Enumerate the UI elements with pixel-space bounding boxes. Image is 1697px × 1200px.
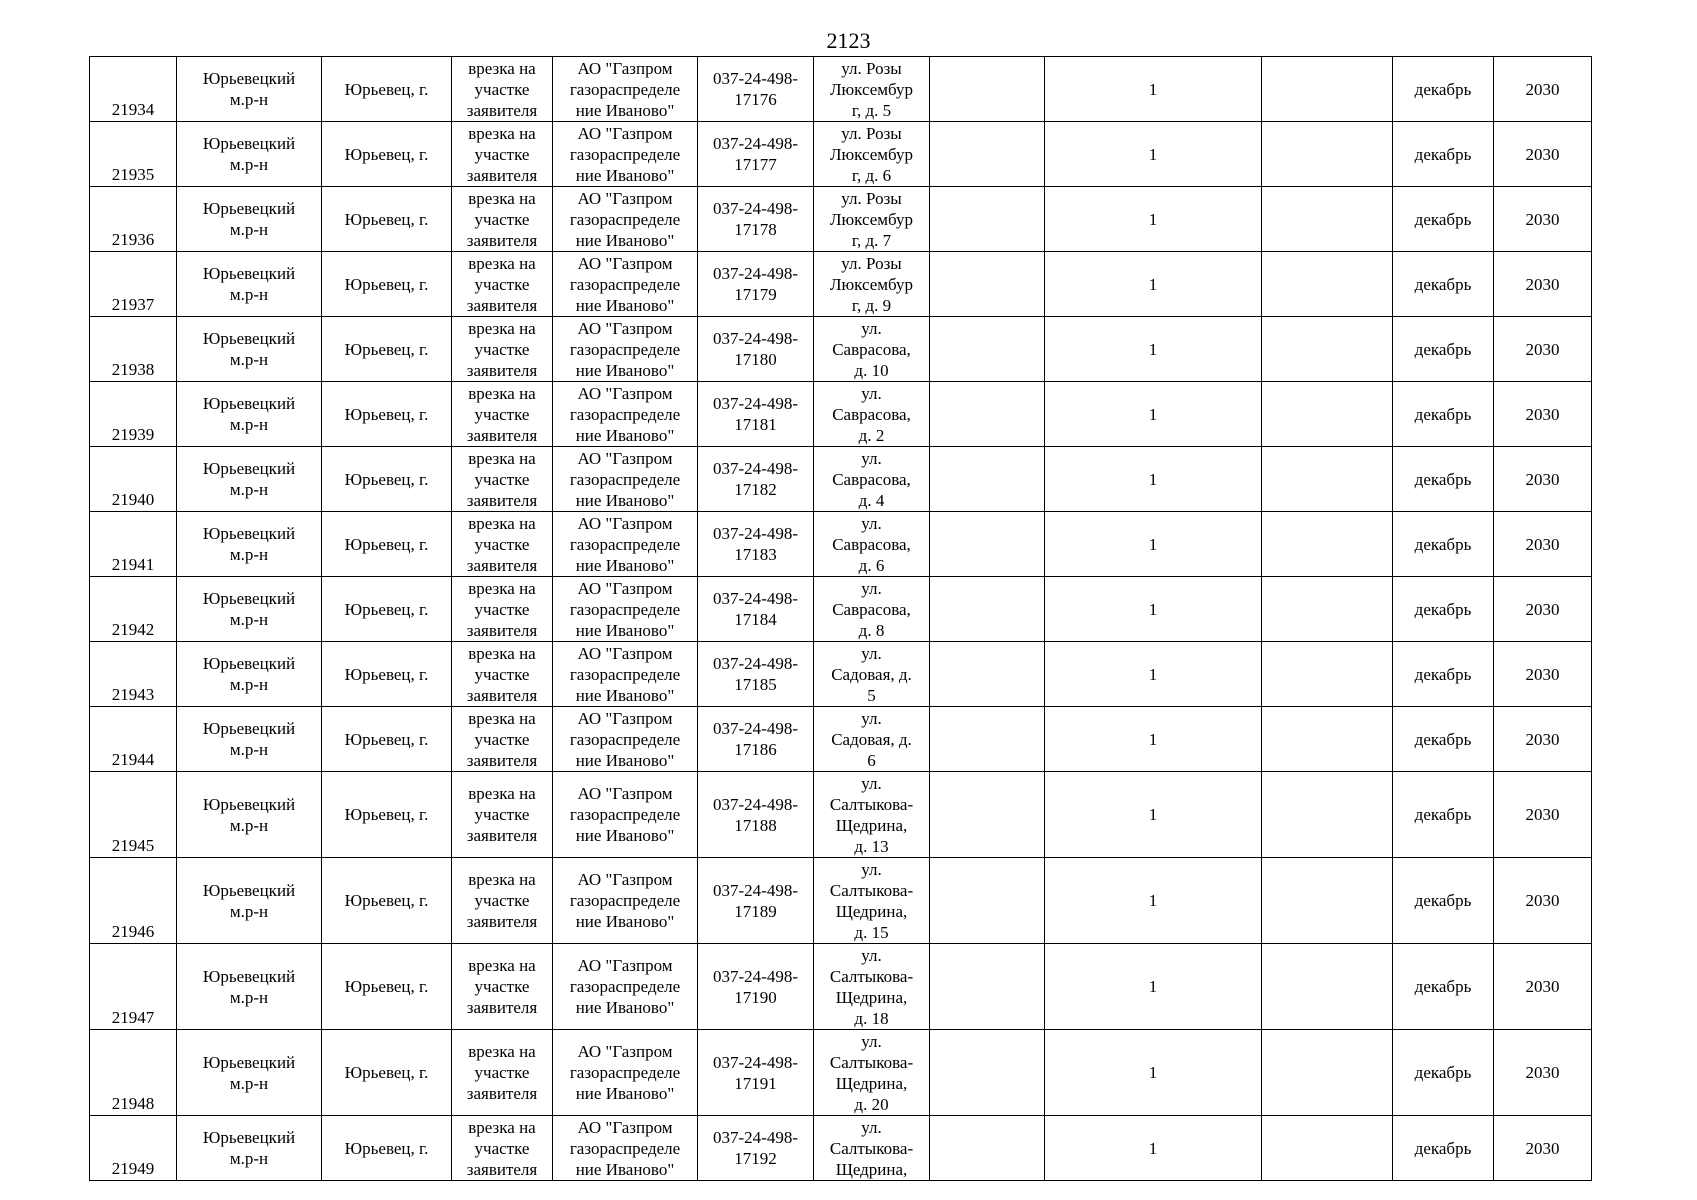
cell-object-code: 037-24-498- 17178 [698,187,814,252]
cell-locality: Юрьевец, г. [322,577,452,642]
cell-month: декабрь [1393,577,1494,642]
cell-empty-2 [1262,122,1393,187]
cell-number: 21940 [90,447,177,512]
cell-number: 21936 [90,187,177,252]
cell-address: ул. Саврасова, д. 4 [814,447,930,512]
cell-empty-2 [1262,512,1393,577]
cell-empty-2 [1262,642,1393,707]
cell-empty-1 [930,772,1045,858]
cell-locality: Юрьевец, г. [322,1030,452,1116]
table-row [90,512,1592,577]
cell-district: Юрьевецкий м.р-н [177,858,322,944]
cell-month: декабрь [1393,512,1494,577]
cell-year: 2030 [1494,382,1592,447]
cell-organization: АО "Газпром газораспределе ние Иваново" [553,1116,698,1181]
table-row [90,944,1592,1030]
cell-object-code: 037-24-498- 17192 [698,1116,814,1181]
table-row [90,1116,1592,1181]
cell-quantity: 1 [1045,317,1262,382]
cell-empty-1 [930,187,1045,252]
cell-number: 21948 [90,1030,177,1116]
cell-empty-2 [1262,858,1393,944]
cell-empty-1 [930,707,1045,772]
cell-address: ул. Розы Люксембур г, д. 5 [814,57,930,122]
cell-year: 2030 [1494,447,1592,512]
cell-district: Юрьевецкий м.р-н [177,944,322,1030]
cell-object-code: 037-24-498- 17180 [698,317,814,382]
cell-month: декабрь [1393,1030,1494,1116]
cell-locality: Юрьевец, г. [322,707,452,772]
cell-object-code: 037-24-498- 17179 [698,252,814,317]
cell-object-code: 037-24-498- 17189 [698,858,814,944]
cell-number: 21947 [90,944,177,1030]
cell-quantity: 1 [1045,707,1262,772]
cell-empty-2 [1262,317,1393,382]
table-row [90,642,1592,707]
cell-number: 21939 [90,382,177,447]
cell-work-type: врезка на участке заявителя [452,642,553,707]
cell-quantity: 1 [1045,1030,1262,1116]
cell-number: 21945 [90,772,177,858]
cell-empty-2 [1262,1030,1393,1116]
cell-object-code: 037-24-498- 17191 [698,1030,814,1116]
cell-month: декабрь [1393,187,1494,252]
cell-month: декабрь [1393,57,1494,122]
cell-work-type: врезка на участке заявителя [452,252,553,317]
cell-address: ул. Салтыкова- Щедрина, д. 18 [814,944,930,1030]
cell-number: 21949 [90,1116,177,1181]
cell-empty-1 [930,57,1045,122]
cell-year: 2030 [1494,944,1592,1030]
cell-year: 2030 [1494,512,1592,577]
cell-number: 21937 [90,252,177,317]
cell-month: декабрь [1393,317,1494,382]
cell-empty-2 [1262,252,1393,317]
page-number: 2123 [826,28,871,53]
cell-month: декабрь [1393,382,1494,447]
cell-month: декабрь [1393,642,1494,707]
cell-work-type: врезка на участке заявителя [452,382,553,447]
cell-district: Юрьевецкий м.р-н [177,447,322,512]
cell-organization: АО "Газпром газораспределе ние Иваново" [553,252,698,317]
cell-quantity: 1 [1045,187,1262,252]
cell-number: 21946 [90,858,177,944]
cell-locality: Юрьевец, г. [322,382,452,447]
cell-empty-1 [930,944,1045,1030]
cell-address: ул. Розы Люксембур г, д. 7 [814,187,930,252]
cell-address: ул. Салтыкова- Щедрина, д. 20 [814,1030,930,1116]
cell-number: 21935 [90,122,177,187]
cell-month: декабрь [1393,772,1494,858]
cell-month: декабрь [1393,858,1494,944]
cell-district: Юрьевецкий м.р-н [177,1030,322,1116]
cell-locality: Юрьевец, г. [322,858,452,944]
cell-locality: Юрьевец, г. [322,642,452,707]
cell-object-code: 037-24-498- 17186 [698,707,814,772]
table-row [90,577,1592,642]
cell-object-code: 037-24-498- 17184 [698,577,814,642]
cell-work-type: врезка на участке заявителя [452,577,553,642]
cell-year: 2030 [1494,122,1592,187]
cell-district: Юрьевецкий м.р-н [177,122,322,187]
cell-year: 2030 [1494,252,1592,317]
cell-organization: АО "Газпром газораспределе ние Иваново" [553,187,698,252]
cell-district: Юрьевецкий м.р-н [177,642,322,707]
cell-month: декабрь [1393,447,1494,512]
cell-empty-2 [1262,1116,1393,1181]
cell-work-type: врезка на участке заявителя [452,1116,553,1181]
cell-quantity: 1 [1045,122,1262,187]
table-body [90,57,1592,1181]
cell-month: декабрь [1393,707,1494,772]
cell-organization: АО "Газпром газораспределе ние Иваново" [553,447,698,512]
cell-year: 2030 [1494,57,1592,122]
gas-connection-table [89,56,1592,1181]
cell-empty-1 [930,252,1045,317]
cell-quantity: 1 [1045,577,1262,642]
cell-organization: АО "Газпром газораспределе ние Иваново" [553,858,698,944]
cell-work-type: врезка на участке заявителя [452,512,553,577]
table-row [90,122,1592,187]
cell-locality: Юрьевец, г. [322,252,452,317]
cell-address: ул. Салтыкова- Щедрина, [814,1116,930,1181]
cell-number: 21943 [90,642,177,707]
cell-locality: Юрьевец, г. [322,187,452,252]
cell-empty-1 [930,1116,1045,1181]
cell-quantity: 1 [1045,252,1262,317]
cell-organization: АО "Газпром газораспределе ние Иваново" [553,772,698,858]
cell-month: декабрь [1393,1116,1494,1181]
cell-object-code: 037-24-498- 17182 [698,447,814,512]
cell-work-type: врезка на участке заявителя [452,944,553,1030]
table-row [90,772,1592,858]
table-row [90,858,1592,944]
cell-empty-2 [1262,382,1393,447]
cell-locality: Юрьевец, г. [322,122,452,187]
cell-district: Юрьевецкий м.р-н [177,772,322,858]
cell-number: 21942 [90,577,177,642]
cell-organization: АО "Газпром газораспределе ние Иваново" [553,642,698,707]
cell-work-type: врезка на участке заявителя [452,187,553,252]
cell-address: ул. Саврасова, д. 10 [814,317,930,382]
cell-district: Юрьевецкий м.р-н [177,57,322,122]
cell-year: 2030 [1494,187,1592,252]
table-row [90,707,1592,772]
cell-empty-2 [1262,707,1393,772]
cell-quantity: 1 [1045,642,1262,707]
cell-address: ул. Садовая, д. 6 [814,707,930,772]
cell-locality: Юрьевец, г. [322,57,452,122]
cell-work-type: врезка на участке заявителя [452,447,553,512]
cell-year: 2030 [1494,1116,1592,1181]
cell-organization: АО "Газпром газораспределе ние Иваново" [553,577,698,642]
cell-month: декабрь [1393,252,1494,317]
cell-address: ул. Розы Люксембур г, д. 9 [814,252,930,317]
cell-work-type: врезка на участке заявителя [452,858,553,944]
cell-object-code: 037-24-498- 17176 [698,57,814,122]
cell-year: 2030 [1494,858,1592,944]
cell-empty-1 [930,512,1045,577]
cell-empty-1 [930,447,1045,512]
cell-empty-1 [930,1030,1045,1116]
cell-district: Юрьевецкий м.р-н [177,252,322,317]
cell-empty-2 [1262,57,1393,122]
cell-work-type: врезка на участке заявителя [452,707,553,772]
cell-address: ул. Салтыкова- Щедрина, д. 13 [814,772,930,858]
cell-locality: Юрьевец, г. [322,512,452,577]
cell-quantity: 1 [1045,512,1262,577]
cell-organization: АО "Газпром газораспределе ние Иваново" [553,1030,698,1116]
cell-empty-2 [1262,944,1393,1030]
cell-year: 2030 [1494,317,1592,382]
cell-district: Юрьевецкий м.р-н [177,707,322,772]
cell-district: Юрьевецкий м.р-н [177,317,322,382]
cell-number: 21938 [90,317,177,382]
cell-address: ул. Саврасова, д. 6 [814,512,930,577]
cell-empty-1 [930,382,1045,447]
cell-quantity: 1 [1045,382,1262,447]
cell-work-type: врезка на участке заявителя [452,122,553,187]
cell-quantity: 1 [1045,1116,1262,1181]
cell-object-code: 037-24-498- 17183 [698,512,814,577]
cell-quantity: 1 [1045,772,1262,858]
cell-empty-2 [1262,772,1393,858]
cell-year: 2030 [1494,772,1592,858]
table-row [90,57,1592,122]
cell-work-type: врезка на участке заявителя [452,57,553,122]
cell-number: 21944 [90,707,177,772]
cell-month: декабрь [1393,122,1494,187]
cell-empty-1 [930,577,1045,642]
cell-empty-2 [1262,447,1393,512]
table-row [90,317,1592,382]
cell-organization: АО "Газпром газораспределе ние Иваново" [553,707,698,772]
cell-address: ул. Розы Люксембур г, д. 6 [814,122,930,187]
cell-locality: Юрьевец, г. [322,1116,452,1181]
cell-work-type: врезка на участке заявителя [452,772,553,858]
cell-address: ул. Саврасова, д. 8 [814,577,930,642]
cell-object-code: 037-24-498- 17181 [698,382,814,447]
table-row [90,252,1592,317]
cell-year: 2030 [1494,642,1592,707]
cell-year: 2030 [1494,1030,1592,1116]
cell-organization: АО "Газпром газораспределе ние Иваново" [553,317,698,382]
cell-work-type: врезка на участке заявителя [452,1030,553,1116]
cell-object-code: 037-24-498- 17177 [698,122,814,187]
cell-organization: АО "Газпром газораспределе ние Иваново" [553,944,698,1030]
cell-address: ул. Саврасова, д. 2 [814,382,930,447]
cell-district: Юрьевецкий м.р-н [177,187,322,252]
table-row [90,187,1592,252]
cell-year: 2030 [1494,707,1592,772]
cell-organization: АО "Газпром газораспределе ние Иваново" [553,512,698,577]
cell-district: Юрьевецкий м.р-н [177,577,322,642]
cell-district: Юрьевецкий м.р-н [177,1116,322,1181]
cell-number: 21941 [90,512,177,577]
cell-number: 21934 [90,57,177,122]
cell-empty-2 [1262,187,1393,252]
cell-address: ул. Салтыкова- Щедрина, д. 15 [814,858,930,944]
cell-work-type: врезка на участке заявителя [452,317,553,382]
cell-quantity: 1 [1045,944,1262,1030]
cell-address: ул. Садовая, д. 5 [814,642,930,707]
cell-quantity: 1 [1045,447,1262,512]
cell-district: Юрьевецкий м.р-н [177,382,322,447]
cell-locality: Юрьевец, г. [322,944,452,1030]
cell-locality: Юрьевец, г. [322,447,452,512]
cell-empty-2 [1262,577,1393,642]
cell-empty-1 [930,858,1045,944]
cell-object-code: 037-24-498- 17185 [698,642,814,707]
table-row [90,382,1592,447]
cell-organization: АО "Газпром газораспределе ние Иваново" [553,122,698,187]
cell-quantity: 1 [1045,57,1262,122]
cell-empty-1 [930,122,1045,187]
cell-locality: Юрьевец, г. [322,317,452,382]
cell-month: декабрь [1393,944,1494,1030]
cell-quantity: 1 [1045,858,1262,944]
cell-year: 2030 [1494,577,1592,642]
cell-organization: АО "Газпром газораспределе ние Иваново" [553,57,698,122]
cell-locality: Юрьевец, г. [322,772,452,858]
cell-object-code: 037-24-498- 17190 [698,944,814,1030]
table-row [90,1030,1592,1116]
cell-empty-1 [930,317,1045,382]
cell-object-code: 037-24-498- 17188 [698,772,814,858]
cell-district: Юрьевецкий м.р-н [177,512,322,577]
table-row [90,447,1592,512]
cell-empty-1 [930,642,1045,707]
cell-organization: АО "Газпром газораспределе ние Иваново" [553,382,698,447]
